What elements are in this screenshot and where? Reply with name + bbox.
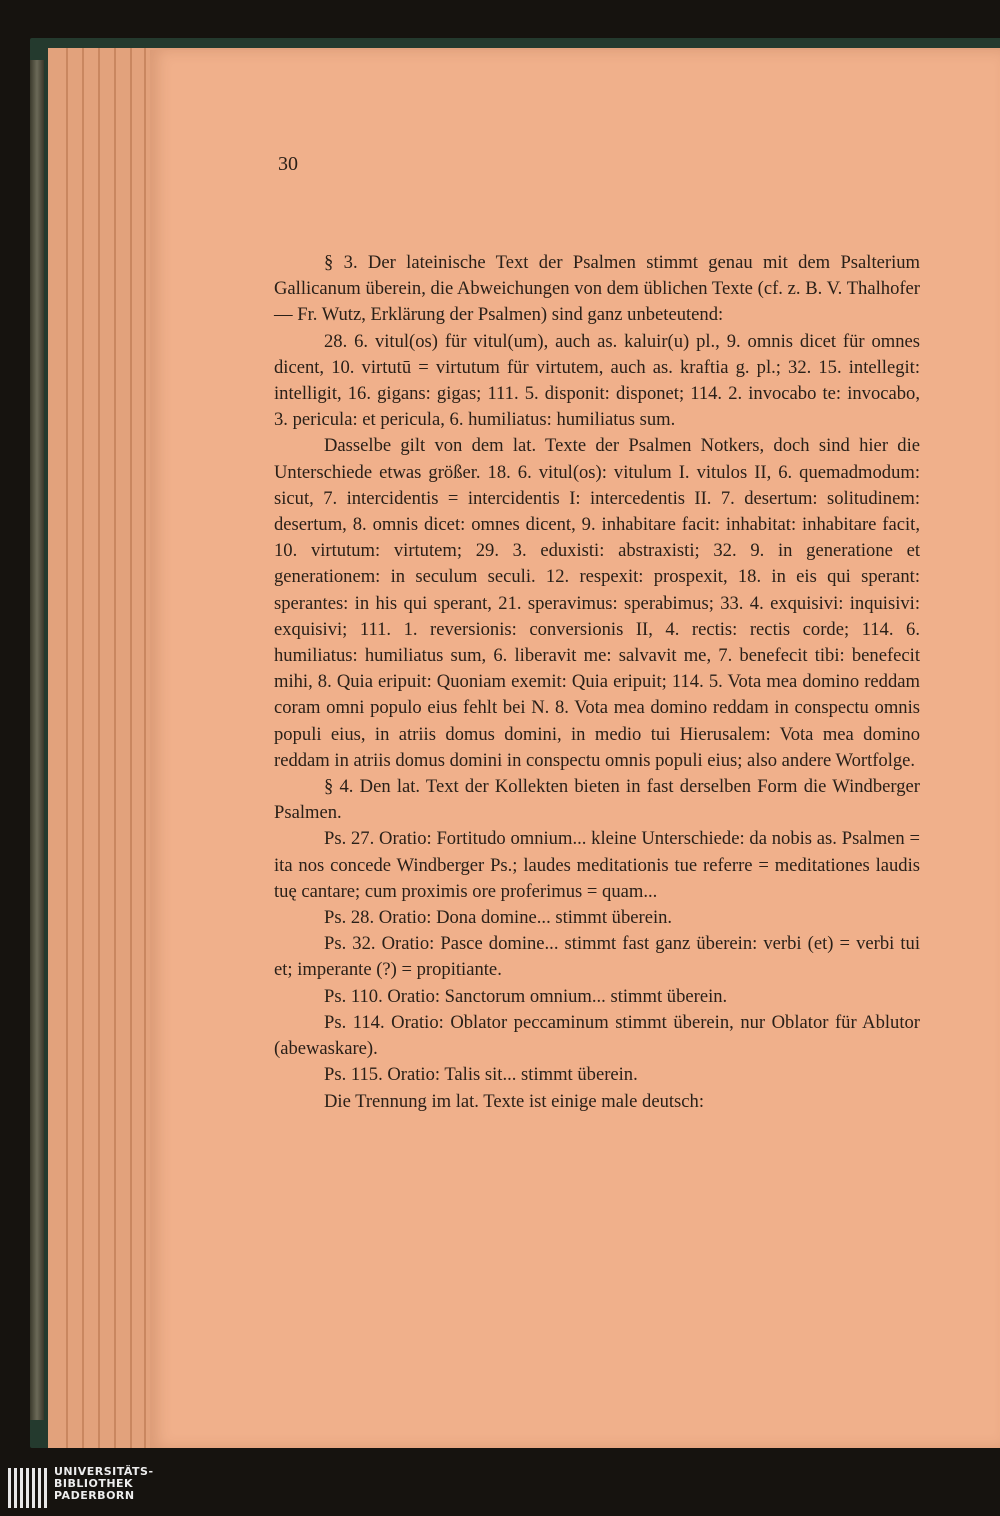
book-page: [150, 50, 1000, 1448]
page-number: 30: [278, 153, 298, 175]
paragraph-ps32: Ps. 32. Oratio: Pasce domine... stimmt fast ganz überein: verbi (et) = verbi tui et; imperante (?) = propitiante.: [274, 933, 920, 981]
paragraph-ps110: Ps. 110. Oratio: Sanctorum omnium... stimmt überein.: [324, 985, 728, 1007]
paragraph-variants-1: 28. 6. vitul(os) für vitul(um), auch as. kaluir(u) pl., 9. omnis dicet für omnes dicent, 10. virtutū = virtutum für virtutem, auch as. kraftia g. pl.; 32. 15. intellegit: intelligit, 16. gigans: gigas; 111. 5. disponit: disponet; 114. 2. invocabo te: invocabo, 3. pericula: et pericula, 6. humiliatus: humiliatus sum.: [274, 330, 920, 431]
page-body: [274, 250, 920, 1115]
library-logo-text: UNIVERSITÄTS- BIBLIOTHEK PADERBORN: [54, 1465, 154, 1502]
paragraph-section-3: § 3. Der lateinische Text der Psalmen stimmt genau mit dem Psalterium Gallicanum überein, die Abweichungen von dem üblichen Texte (cf. z. B. V. Thalhofer — Fr. Wutz, Erklärung der Psalmen) sind ganz unbeteutend:: [274, 252, 920, 326]
library-footer: [0, 1456, 1000, 1516]
paragraph-section-4: § 4. Den lat. Text der Kollekten bieten in fast derselben Form die Windberger Psalmen.: [274, 776, 920, 824]
paragraph-ps114: Ps. 114. Oratio: Oblator peccaminum stimmt überein, nur Oblator für Ablutor (abewaskare).: [274, 1011, 920, 1060]
paragraph-ps115: Ps. 115. Oratio: Talis sit... stimmt überein.: [324, 1064, 638, 1086]
marbled-board-edge: [30, 60, 44, 1420]
paragraph-ps28: Ps. 28. Oratio: Dona domine... stimmt überein.: [324, 907, 673, 929]
paragraph-ps27: Ps. 27. Oratio: Fortitudo omnium... kleine Unterschiede: da nobis as. Psalmen = ita nos concede Windberger Ps.; laudes meditationis tue referre = meditationes laudis tuę cantare; cum proximis ore proferimus = quam...: [274, 828, 920, 902]
paragraph-notker: Dasselbe gilt von dem lat. Texte der Psalmen Notkers, doch sind hier die Unterschiede etwas größer. 18. 6. vitul(os): vitulum I. vitulos II, 6. quemadmodum: sicut, 7. intercidentis = intercidentis I: intercedentis II. 7. desertum: solitudinem: desertum, 8. omnis dicet: omnes dicent, 9. inhabitare facit: inhabitat: inhabitare facit, 10. virtutum: virtutem; 29. 3. eduxisti: abstraxisti; 32. 9. in generatione et generationem: in seculum seculi. 12. respexit: prospexit, 18. in eis qui sperant: sperantes: in his qui sperant, 21. speravimus: sperabimus; 33. 4. exquisivi: inquisivi: exquisivi; 111. 1. reversionis: conversionis II, 4. rectis: rectis corde; 114. 6. humiliatus: humiliatus sum, 6. liberavit me: salvavit me, 7. benefecit tibi: benefecit mihi, 8. Quia eripuit: Quoniam exemit: Quia eripuit; 114. 5. Vota mea domino reddam coram omni populo eius fehlt bei N. 8. Vota mea domino reddam in conspectu omnis populi eius, in atriis domus domini, in medio tui Hierusalem: Vota mea domino reddam in atriis domus domini in conspectu omnis populi eius; also andere Wortfolge.: [274, 435, 920, 771]
paragraph-trennung: Die Trennung im lat. Texte ist einige male deutsch:: [324, 1090, 704, 1112]
